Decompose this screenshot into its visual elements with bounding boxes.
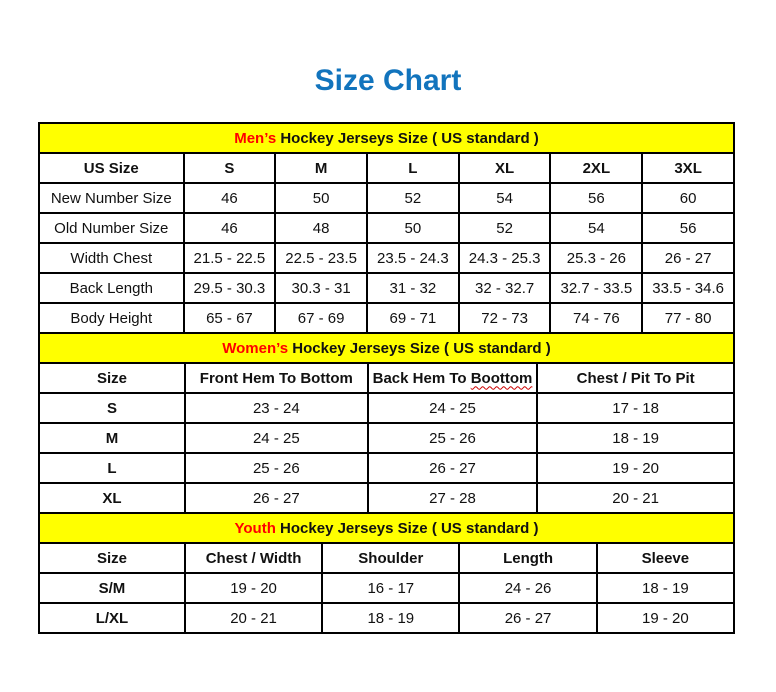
cell-value: 25 - 26: [185, 453, 368, 483]
womens-section-title-highlight: Women’s: [222, 339, 289, 357]
column-header: 2XL: [550, 153, 642, 183]
column-header: 3XL: [642, 153, 734, 183]
cell-value: 27 - 28: [368, 483, 538, 513]
cell-value: 30.3 - 31: [275, 273, 367, 303]
column-header: Shoulder: [322, 543, 459, 573]
cell-value: 32 - 32.7: [459, 273, 551, 303]
column-header: XL: [459, 153, 551, 183]
cell-value: 54: [459, 183, 551, 213]
table-row: [39, 453, 734, 483]
row-label: S: [39, 393, 185, 423]
mens-section-header-row: [39, 123, 734, 153]
cell-value: 16 - 17: [322, 573, 459, 603]
cell-value: 24 - 26: [459, 573, 596, 603]
cell-value: 26 - 27: [185, 483, 368, 513]
cell-value: 17 - 18: [537, 393, 734, 423]
cell-value: 18 - 19: [597, 573, 734, 603]
cell-value: 77 - 80: [642, 303, 734, 333]
cell-value: 23.5 - 24.3: [367, 243, 459, 273]
row-label: L: [39, 453, 185, 483]
table-row: [39, 423, 734, 453]
column-header: Back Hem To Boottom: [368, 363, 538, 393]
womens-size-table: [38, 332, 735, 514]
mens-section-title-rest: Hockey Jerseys Size ( US standard ): [276, 129, 539, 147]
cell-value: 26 - 27: [642, 243, 734, 273]
cell-value: 24 - 25: [368, 393, 538, 423]
mens-section-title: [39, 123, 734, 153]
youth-section-header-row: [39, 513, 734, 543]
row-label: Body Height: [39, 303, 184, 333]
cell-value: 52: [459, 213, 551, 243]
cell-value: 19 - 20: [597, 603, 734, 633]
column-header: Length: [459, 543, 596, 573]
column-header: Size: [39, 363, 185, 393]
youth-size-table: [38, 512, 735, 634]
mens-size-table: [38, 122, 735, 334]
table-row: [39, 603, 734, 633]
cell-value: 29.5 - 30.3: [184, 273, 276, 303]
column-header-row: [39, 153, 734, 183]
youth-section-title: [39, 513, 734, 543]
row-label: Back Length: [39, 273, 184, 303]
page-title: Size Chart: [314, 64, 462, 97]
row-label: M: [39, 423, 185, 453]
cell-value: 22.5 - 23.5: [275, 243, 367, 273]
cell-value: 20 - 21: [537, 483, 734, 513]
size-tables-container: [38, 122, 735, 634]
table-row: [39, 303, 734, 333]
cell-value: 67 - 69: [275, 303, 367, 333]
cell-value: 25.3 - 26: [550, 243, 642, 273]
cell-value: 32.7 - 33.5: [550, 273, 642, 303]
row-label: XL: [39, 483, 185, 513]
cell-value: 50: [367, 213, 459, 243]
column-header: M: [275, 153, 367, 183]
cell-value: 74 - 76: [550, 303, 642, 333]
table-row: [39, 573, 734, 603]
cell-value: 56: [642, 213, 734, 243]
cell-value: 20 - 21: [185, 603, 322, 633]
cell-value: 54: [550, 213, 642, 243]
cell-value: 56: [550, 183, 642, 213]
womens-section-title-rest: Hockey Jerseys Size ( US standard ): [288, 339, 551, 357]
row-label: L/XL: [39, 603, 185, 633]
table-row: [39, 183, 734, 213]
column-header-row: [39, 543, 734, 573]
column-header: US Size: [39, 153, 184, 183]
youth-section-title-highlight: Youth: [234, 519, 276, 537]
cell-value: 23 - 24: [185, 393, 368, 423]
cell-value: 18 - 19: [322, 603, 459, 633]
cell-value: 48: [275, 213, 367, 243]
cell-value: 26 - 27: [459, 603, 596, 633]
cell-value: 60: [642, 183, 734, 213]
cell-value: 52: [367, 183, 459, 213]
row-label: Width Chest: [39, 243, 184, 273]
table-row: [39, 243, 734, 273]
cell-value: 69 - 71: [367, 303, 459, 333]
row-label: New Number Size: [39, 183, 184, 213]
cell-value: 50: [275, 183, 367, 213]
table-row: [39, 393, 734, 423]
misspelled-word: Boottom: [470, 369, 533, 387]
column-header-row: [39, 363, 734, 393]
row-label: S/M: [39, 573, 185, 603]
column-header: Sleeve: [597, 543, 734, 573]
table-row: [39, 273, 734, 303]
cell-value: 19 - 20: [185, 573, 322, 603]
cell-value: 72 - 73: [459, 303, 551, 333]
cell-value: 65 - 67: [184, 303, 276, 333]
mens-section-title-highlight: Men’s: [234, 129, 277, 147]
cell-value: 31 - 32: [367, 273, 459, 303]
cell-value: 46: [184, 183, 276, 213]
cell-value: 26 - 27: [368, 453, 538, 483]
cell-value: 18 - 19: [537, 423, 734, 453]
womens-section-header-row: [39, 333, 734, 363]
row-label: Old Number Size: [39, 213, 184, 243]
table-row: [39, 213, 734, 243]
column-header: S: [184, 153, 276, 183]
column-header: L: [367, 153, 459, 183]
column-header: Size: [39, 543, 185, 573]
cell-value: 33.5 - 34.6: [642, 273, 734, 303]
table-row: [39, 483, 734, 513]
cell-value: 24.3 - 25.3: [459, 243, 551, 273]
cell-value: 19 - 20: [537, 453, 734, 483]
womens-section-title: [39, 333, 734, 363]
column-header: Front Hem To Bottom: [185, 363, 368, 393]
youth-section-title-rest: Hockey Jerseys Size ( US standard ): [275, 519, 539, 537]
cell-value: 25 - 26: [368, 423, 538, 453]
cell-value: 21.5 - 22.5: [184, 243, 276, 273]
column-header: Chest / Width: [185, 543, 322, 573]
cell-value: 46: [184, 213, 276, 243]
column-header: Chest / Pit To Pit: [537, 363, 734, 393]
cell-value: 24 - 25: [185, 423, 368, 453]
